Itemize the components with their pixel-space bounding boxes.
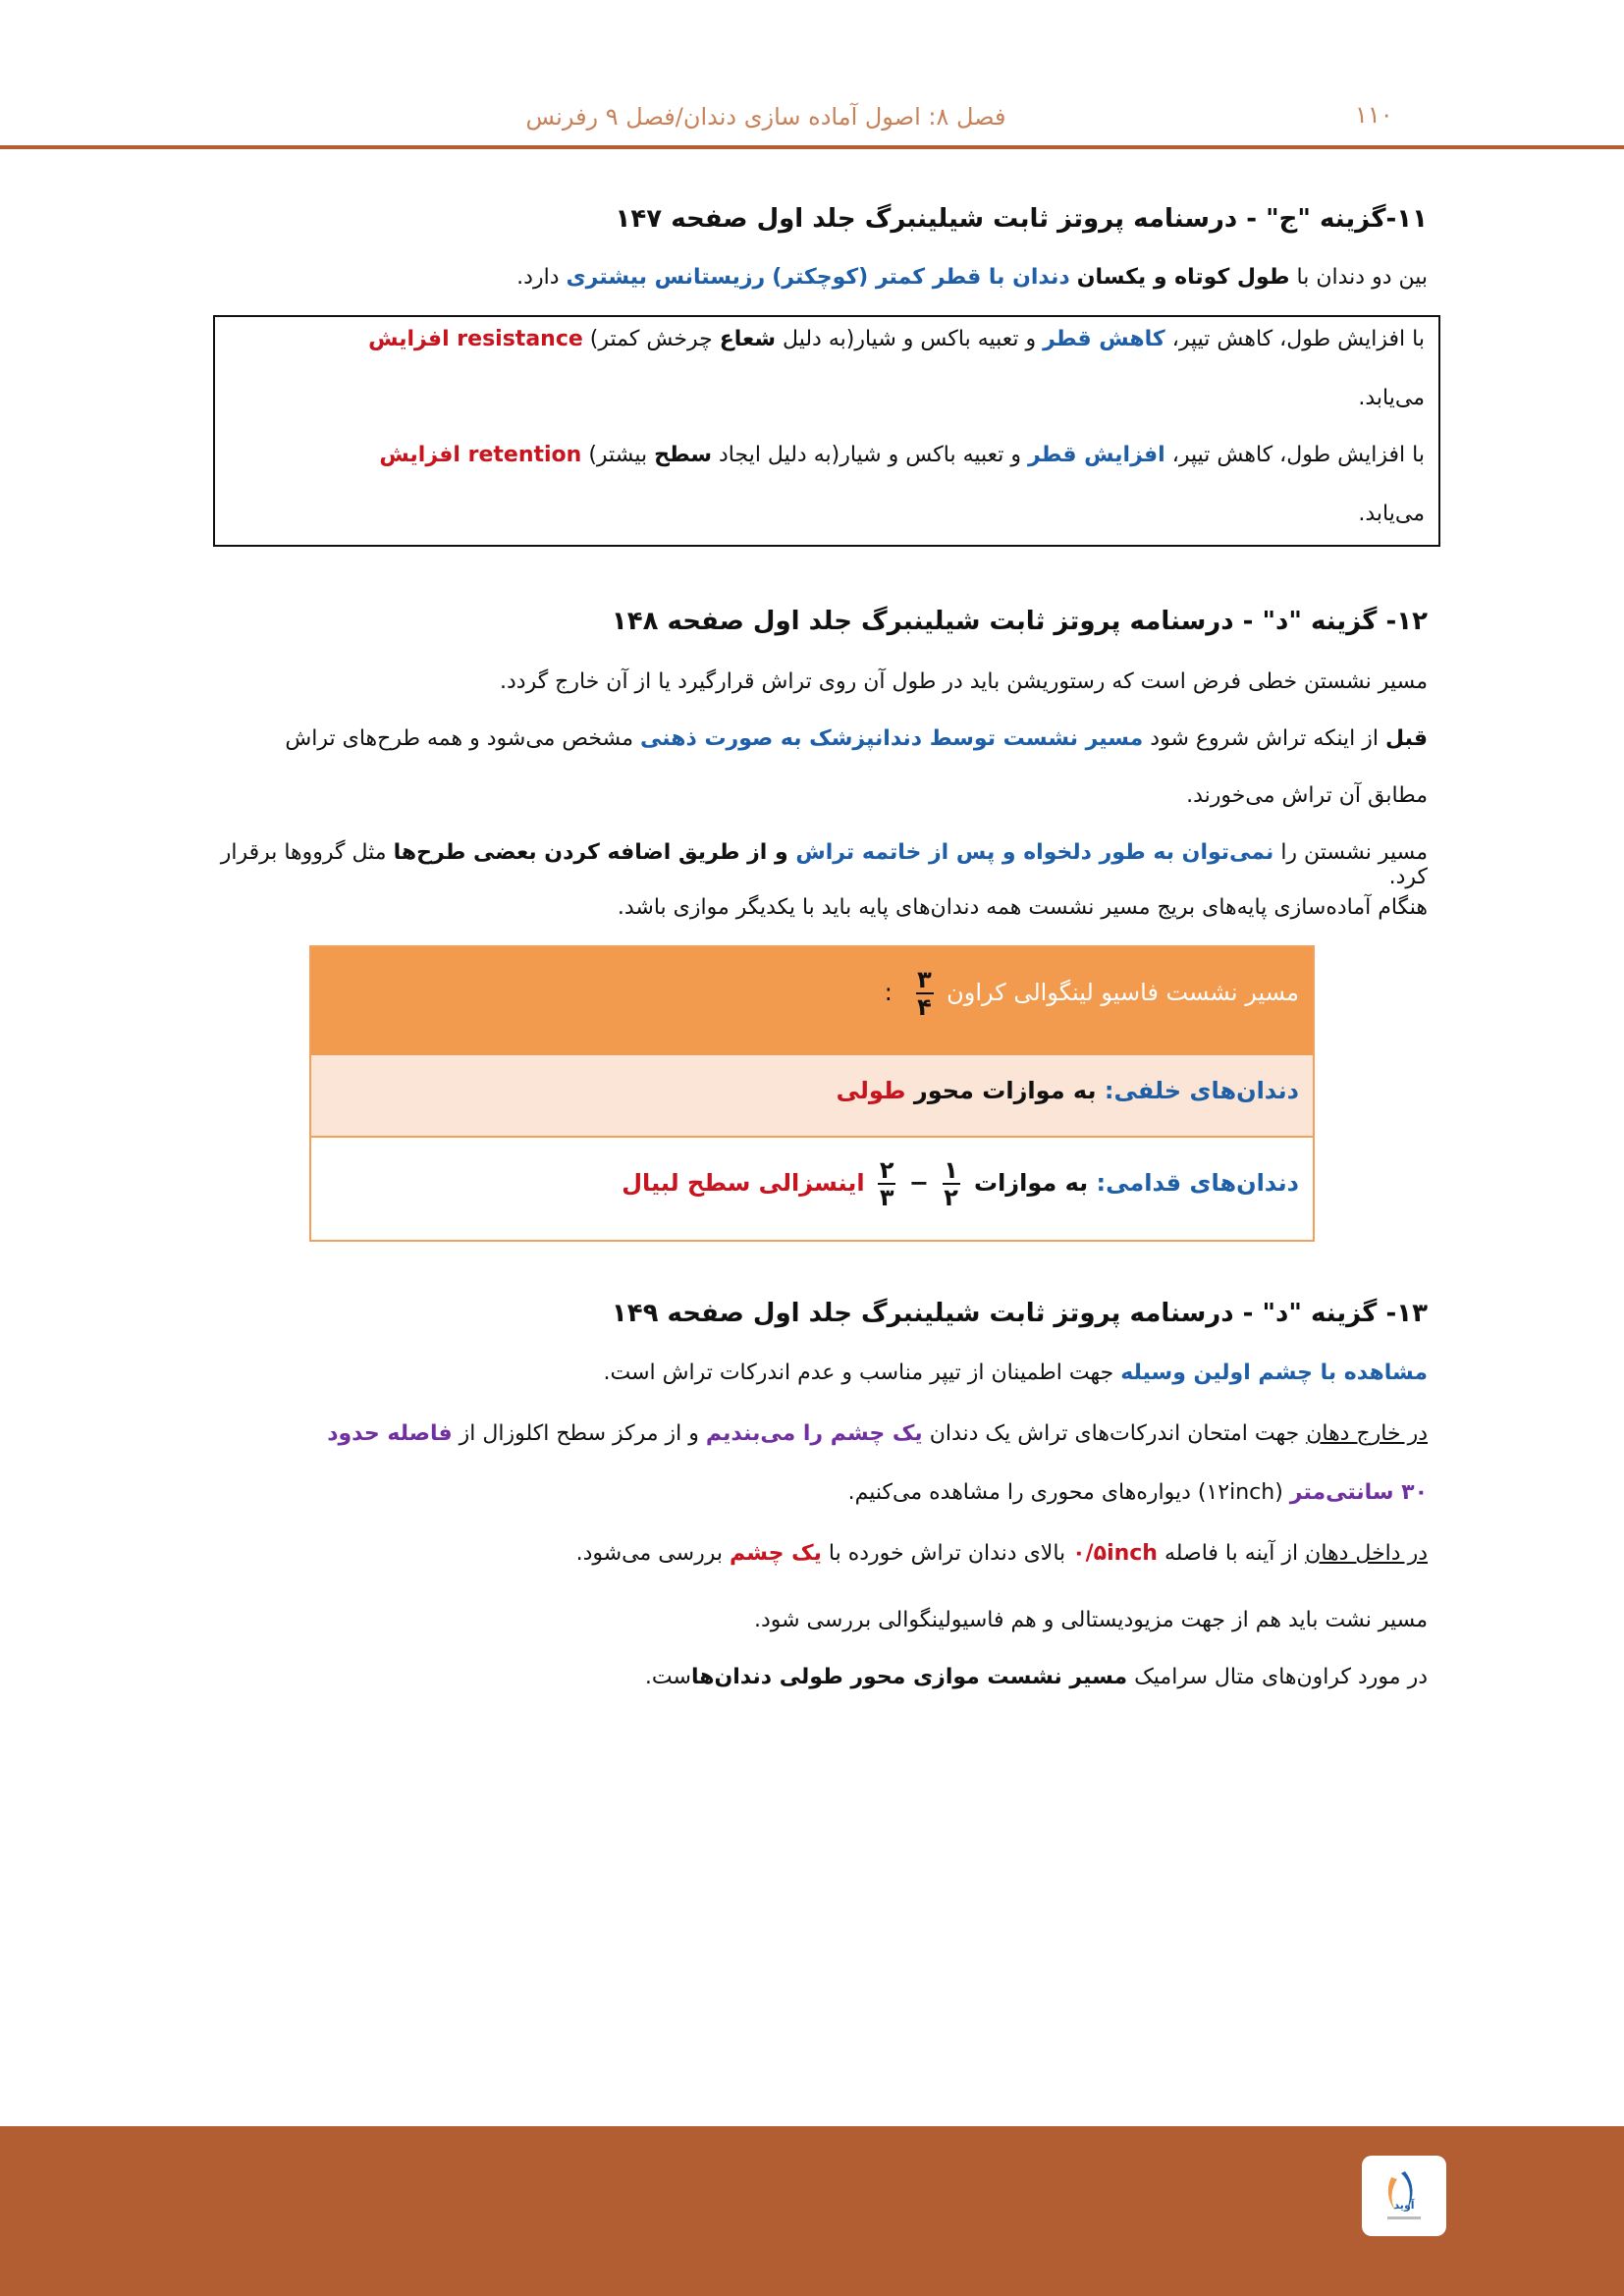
box-text: و تعبیه باکس و شیار(به دلیل ایجاد (712, 443, 1028, 467)
q12-p3-bold: و از طریق اضافه کردن بعضی طرح‌ها (393, 840, 796, 865)
fraction-two-thirds (878, 1157, 895, 1210)
anterior-row-text (622, 1157, 1299, 1210)
table-header-row (311, 947, 1313, 1055)
q13-p3-red2: یک چشم (729, 1541, 822, 1566)
frac-num: ۳ (917, 966, 932, 993)
q11-title: ۱۱-گزینه "ج" - درسنامه پروتز ثابت شیلینبرگ جلد اول صفحه ۱۴۷ (615, 204, 1428, 234)
q12-p2-end: مطابق آن تراش می‌خورند. (1186, 783, 1428, 808)
box-blue: افزایش قطر (1028, 443, 1165, 467)
table-row-posterior (311, 1055, 1313, 1138)
q13-p1 (196, 1361, 1428, 1385)
logo-graphic (1362, 2156, 1446, 2236)
q13-p4: مسیر نشت باید هم از جهت مزیودیستالی و هم فاسیولینگوالی بررسی شود. (753, 1608, 1428, 1632)
q13-p3 (196, 1541, 1428, 1566)
box-text: با افزایش طول، کاهش تیپر، (1164, 443, 1425, 467)
box-red: افزایش (368, 327, 458, 351)
avid-logo (1362, 2156, 1446, 2236)
q12-p3-blue: نمی‌توان به طور دلخواه و پس از خاتمه تراش (795, 840, 1274, 865)
q12-p3-text: مسیر نشستن را (1273, 840, 1428, 865)
q11-intro (196, 265, 1428, 290)
box-blue: کاهش قطر (1043, 327, 1165, 351)
page-header-title: فصل ۸: اصول آماده سازی دندان/فصل ۹ رفرنس (525, 103, 1006, 131)
q12-p2-bold: قبل (1384, 726, 1428, 751)
box-bold: سطح (654, 443, 712, 467)
q13-p2-purple2: فاصله حدود (327, 1421, 453, 1446)
q11-box-line2-end: می‌یابد. (1358, 502, 1425, 526)
q13-p5-bold: مسیر نشست موازی محور طولی دندان‌ها (690, 1665, 1128, 1689)
box-text: و تعبیه باکس و شیار(به دلیل (776, 327, 1044, 351)
box-red: افزایش (379, 443, 468, 467)
frac-den: ۳ (879, 1184, 894, 1211)
frac-num: ۲ (879, 1156, 894, 1184)
posterior-row-text (837, 1077, 1299, 1104)
q11-intro-end: دارد. (516, 265, 567, 290)
q11-intro-bold: طول کوتاه و یکسان (1076, 265, 1290, 290)
q11-box-line1 (229, 327, 1425, 351)
header-divider (0, 145, 1624, 149)
q13-p2-underline: در خارج دهان (1306, 1421, 1428, 1446)
anterior-red: اینسزالی سطح لبیال (622, 1169, 865, 1197)
q13-p2-purple3: ۳۰ سانتی‌متر (1289, 1480, 1428, 1505)
path-of-insertion-table (309, 945, 1315, 1242)
anterior-text: به موازات (965, 1169, 1097, 1197)
table-header-text (885, 967, 1299, 1020)
q13-p5-end: ست. (644, 1665, 691, 1689)
q12-p2-blue: مسیر نشست توسط دندانپزشک به صورت ذهنی (640, 726, 1144, 751)
q13-p5-text: در مورد کراون‌های متال سرامیک (1127, 1665, 1428, 1689)
box-text: چرخش کمتر) (582, 327, 720, 351)
q12-p1: مسیر نشستن خطی فرض است که رستوریشن باید در طول آن روی تراش قرارگیرد یا از آن خارج گردد. (499, 669, 1428, 694)
table-row-anterior (311, 1138, 1313, 1240)
q13-p1-text: جهت اطمینان از تیپر مناسب و عدم اندرکات تراش است. (603, 1361, 1121, 1385)
q13-title: ۱۳- گزینه "د" - درسنامه پروتز ثابت شیلینبرگ جلد اول صفحه ۱۴۹ (611, 1299, 1428, 1328)
q11-intro-text: بین دو دندان با (1289, 265, 1428, 290)
q13-p3-red: ۰/۵inch (1072, 1541, 1158, 1566)
fraction-half (943, 1157, 960, 1210)
q13-p3-end: بررسی می‌شود. (575, 1541, 730, 1566)
q13-p3-underline: در داخل دهان (1305, 1541, 1428, 1566)
q13-p2 (196, 1421, 1428, 1446)
q11-box-line1-end: می‌یابد. (1358, 386, 1425, 410)
q12-p2-text: از اینکه تراش شروع شود (1143, 726, 1385, 751)
q11-intro-blue2: رزیستانس بیشتری (566, 265, 766, 290)
q13-p2-cont (196, 1480, 1428, 1505)
q13-p2-text2: و از مرکز سطح اکلوزال از (452, 1421, 706, 1446)
q11-box-line2 (229, 443, 1425, 467)
q13-p1-blue: مشاهده با چشم اولین وسیله (1120, 1361, 1428, 1385)
box-text: با افزایش طول، کاهش تیپر، (1164, 327, 1425, 351)
q11-intro-blue: دندان با قطر کمتر (کوچکتر) (772, 265, 1070, 290)
q11-note-box (213, 315, 1440, 547)
q13-p3-text2: بالای دندان تراش خورده با (821, 1541, 1073, 1566)
table-header-label: مسیر نشست فاسیو لینگوالی کراون (947, 979, 1299, 1006)
fraction-dash: − (908, 1169, 929, 1197)
q12-p4: هنگام آماده‌سازی پایه‌های بریج مسیر نشست همه دندان‌های پایه باید با یکدیگر موازی باشد. (617, 895, 1428, 920)
table-header-colon: : (884, 979, 893, 1006)
posterior-label: دندان‌های خلفی: (1104, 1077, 1299, 1104)
fraction-three-quarters (916, 967, 934, 1020)
q13-p3-text: از آینه با فاصله (1157, 1541, 1306, 1566)
q12-p2 (196, 726, 1428, 751)
q13-p5 (196, 1665, 1428, 1689)
page-number: ۱۱۰ (1355, 101, 1393, 129)
q13-p2-text: جهت امتحان اندرکات‌های تراش یک دندان (922, 1421, 1307, 1446)
frac-num: ۱ (944, 1156, 958, 1184)
posterior-red: طولی (836, 1077, 906, 1104)
q12-p3 (196, 840, 1428, 889)
frac-den: ۴ (917, 993, 932, 1021)
q12-p3-end: مثل گرووها برقرار کرد. (220, 840, 1428, 889)
box-text: بیشتر) (581, 443, 655, 467)
q12-p2-text2: مشخص می‌شود و همه طرح‌های تراش (285, 726, 640, 751)
q13-p2-end: (۱۲inch) دیواره‌های محوری را مشاهده می‌کنیم. (847, 1480, 1290, 1505)
posterior-text: به موازات محور (905, 1077, 1105, 1104)
q12-title: ۱۲- گزینه "د" - درسنامه پروتز ثابت شیلینبرگ جلد اول صفحه ۱۴۸ (611, 607, 1428, 636)
box-bold: شعاع (719, 327, 777, 351)
q13-p2-purple: یک چشم را می‌بندیم (705, 1421, 923, 1446)
logo-text: آوید (1393, 2199, 1415, 2212)
box-red: resistance (457, 327, 583, 351)
anterior-label: دندان‌های قدامی: (1096, 1169, 1299, 1197)
box-red: retention (467, 443, 582, 467)
frac-den: ۲ (944, 1184, 958, 1211)
